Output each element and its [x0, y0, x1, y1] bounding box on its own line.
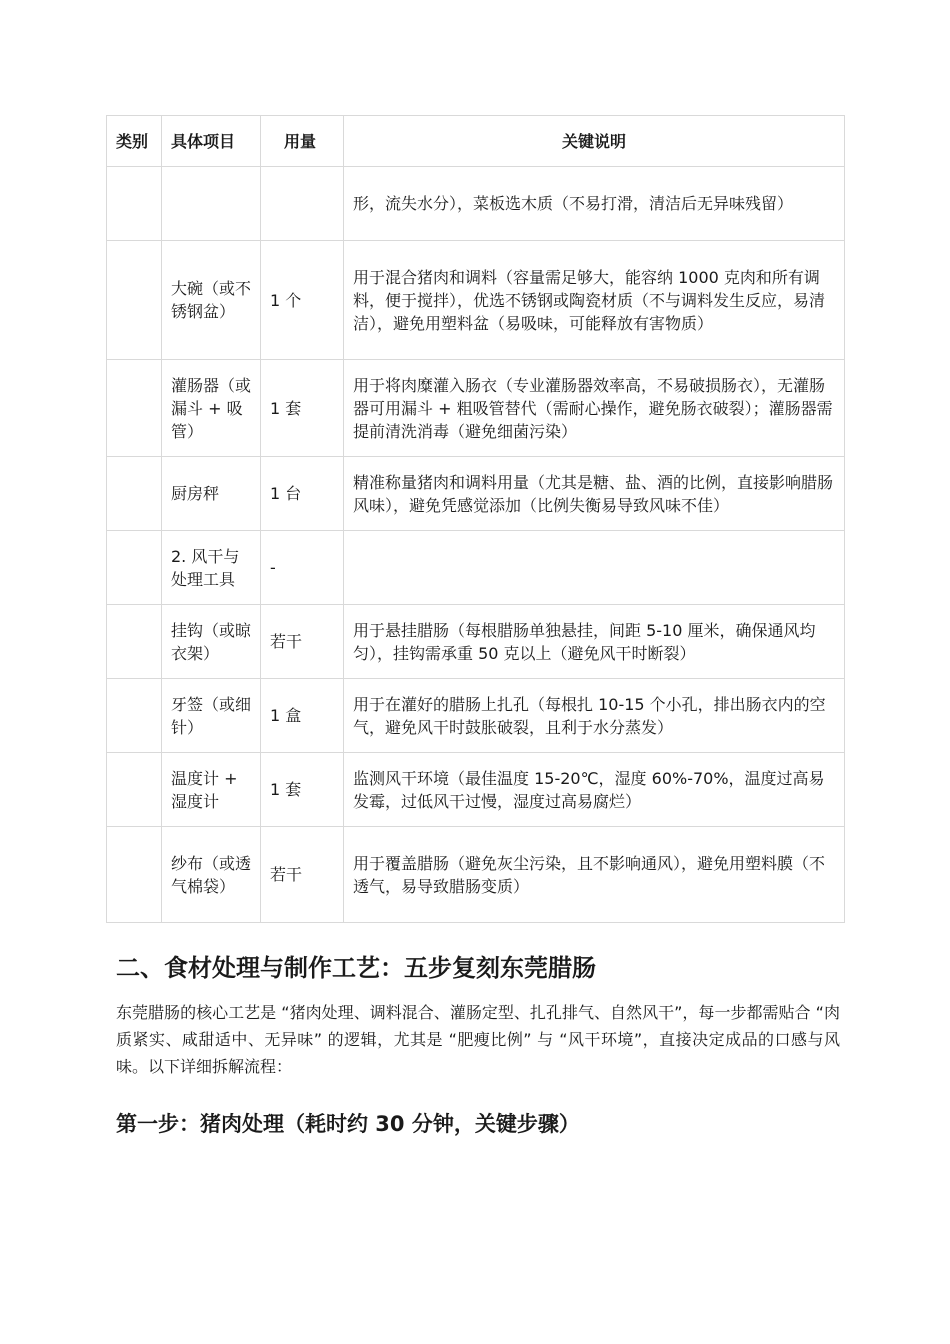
cell-note: [344, 531, 845, 605]
cell-note: 用于将肉糜灌入肠衣（专业灌肠器效率高，不易破损肠衣），无灌肠器可用漏斗 + 粗吸管替代（需耐心操作，避免肠衣破裂）；灌肠器需提前清洗消毒（避免细菌污染）: [344, 360, 845, 457]
tools-table: [106, 115, 845, 923]
cell-item: 纱布（或透气棉袋）: [162, 827, 261, 923]
cell-note: 监测风干环境（最佳温度 15-20℃，湿度 60%-70%，温度过高易发霉，过低风干过慢，湿度过高易腐烂）: [344, 753, 845, 827]
cell-note: 用于在灌好的腊肠上扎孔（每根扎 10-15 个小孔，排出肠衣内的空气，避免风干时鼓胀破裂，且利于水分蒸发）: [344, 679, 845, 753]
table-row: [107, 531, 845, 605]
cell-item: 温度计 + 湿度计: [162, 753, 261, 827]
cell-note: 用于覆盖腊肠（避免灰尘污染，且不影响通风），避免用塑料膜（不透气，易导致腊肠变质）: [344, 827, 845, 923]
cell-item: 灌肠器（或漏斗 + 吸管）: [162, 360, 261, 457]
table-row: [107, 827, 845, 923]
table-row: [107, 457, 845, 531]
cell-note: 形，流失水分），菜板选木质（不易打滑，清洁后无异味残留）: [344, 167, 845, 241]
cell-category: [107, 827, 162, 923]
cell-qty: 1 台: [261, 457, 344, 531]
cell-category: [107, 531, 162, 605]
cell-qty: 1 套: [261, 360, 344, 457]
table-row: [107, 241, 845, 360]
cell-qty: [261, 167, 344, 241]
cell-category: [107, 360, 162, 457]
step-heading: 第一步：猪肉处理（耗时约 30 分钟，关键步骤）: [116, 1112, 580, 1136]
cell-note: 用于混合猪肉和调料（容量需足够大，能容纳 1000 克肉和所有调料，便于搅拌），优选不锈钢或陶瓷材质（不与调料发生反应，易清洁），避免用塑料盆（易吸味，可能释放有害物质）: [344, 241, 845, 360]
header-quantity: 用量: [261, 116, 344, 167]
cell-category: [107, 457, 162, 531]
cell-qty: 若干: [261, 827, 344, 923]
section-intro: 东莞腊肠的核心工艺是 “猪肉处理、调料混合、灌肠定型、扎孔排气、自然风干”，每一步都需贴合 “肉质紧实、咸甜适中、无异味” 的逻辑，尤其是 “肥瘦比例” 与 “风干环境”，直接决定成品的口感与风味。以下详细拆解流程：: [116, 1003, 840, 1076]
cell-category: [107, 605, 162, 679]
cell-category: [107, 679, 162, 753]
header-category: 类别: [107, 116, 162, 167]
cell-item: 2. 风干与处理工具: [162, 531, 261, 605]
cell-item: 大碗（或不锈钢盆）: [162, 241, 261, 360]
table-row: [107, 605, 845, 679]
table-row: [107, 679, 845, 753]
cell-category: [107, 241, 162, 360]
cell-item: [162, 167, 261, 241]
cell-qty: -: [261, 531, 344, 605]
header-note: 关键说明: [344, 116, 845, 167]
table-header-row: [107, 116, 845, 167]
cell-qty: 1 个: [261, 241, 344, 360]
cell-category: [107, 753, 162, 827]
cell-item: 厨房秤: [162, 457, 261, 531]
cell-item: 挂钩（或晾衣架）: [162, 605, 261, 679]
cell-note: 用于悬挂腊肠（每根腊肠单独悬挂，间距 5-10 厘米，确保通风均匀），挂钩需承重 50 克以上（避免风干时断裂）: [344, 605, 845, 679]
cell-note: 精准称量猪肉和调料用量（尤其是糖、盐、酒的比例，直接影响腊肠风味），避免凭感觉添加（比例失衡易导致风味不佳）: [344, 457, 845, 531]
table-row: [107, 753, 845, 827]
cell-category: [107, 167, 162, 241]
cell-qty: 1 盒: [261, 679, 344, 753]
cell-qty: 若干: [261, 605, 344, 679]
cell-qty: 1 套: [261, 753, 344, 827]
header-item: 具体项目: [162, 116, 261, 167]
table-row: [107, 167, 845, 241]
cell-item: 牙签（或细针）: [162, 679, 261, 753]
table-row: [107, 360, 845, 457]
section-title: 二、食材处理与制作工艺：五步复刻东莞腊肠: [116, 954, 596, 982]
